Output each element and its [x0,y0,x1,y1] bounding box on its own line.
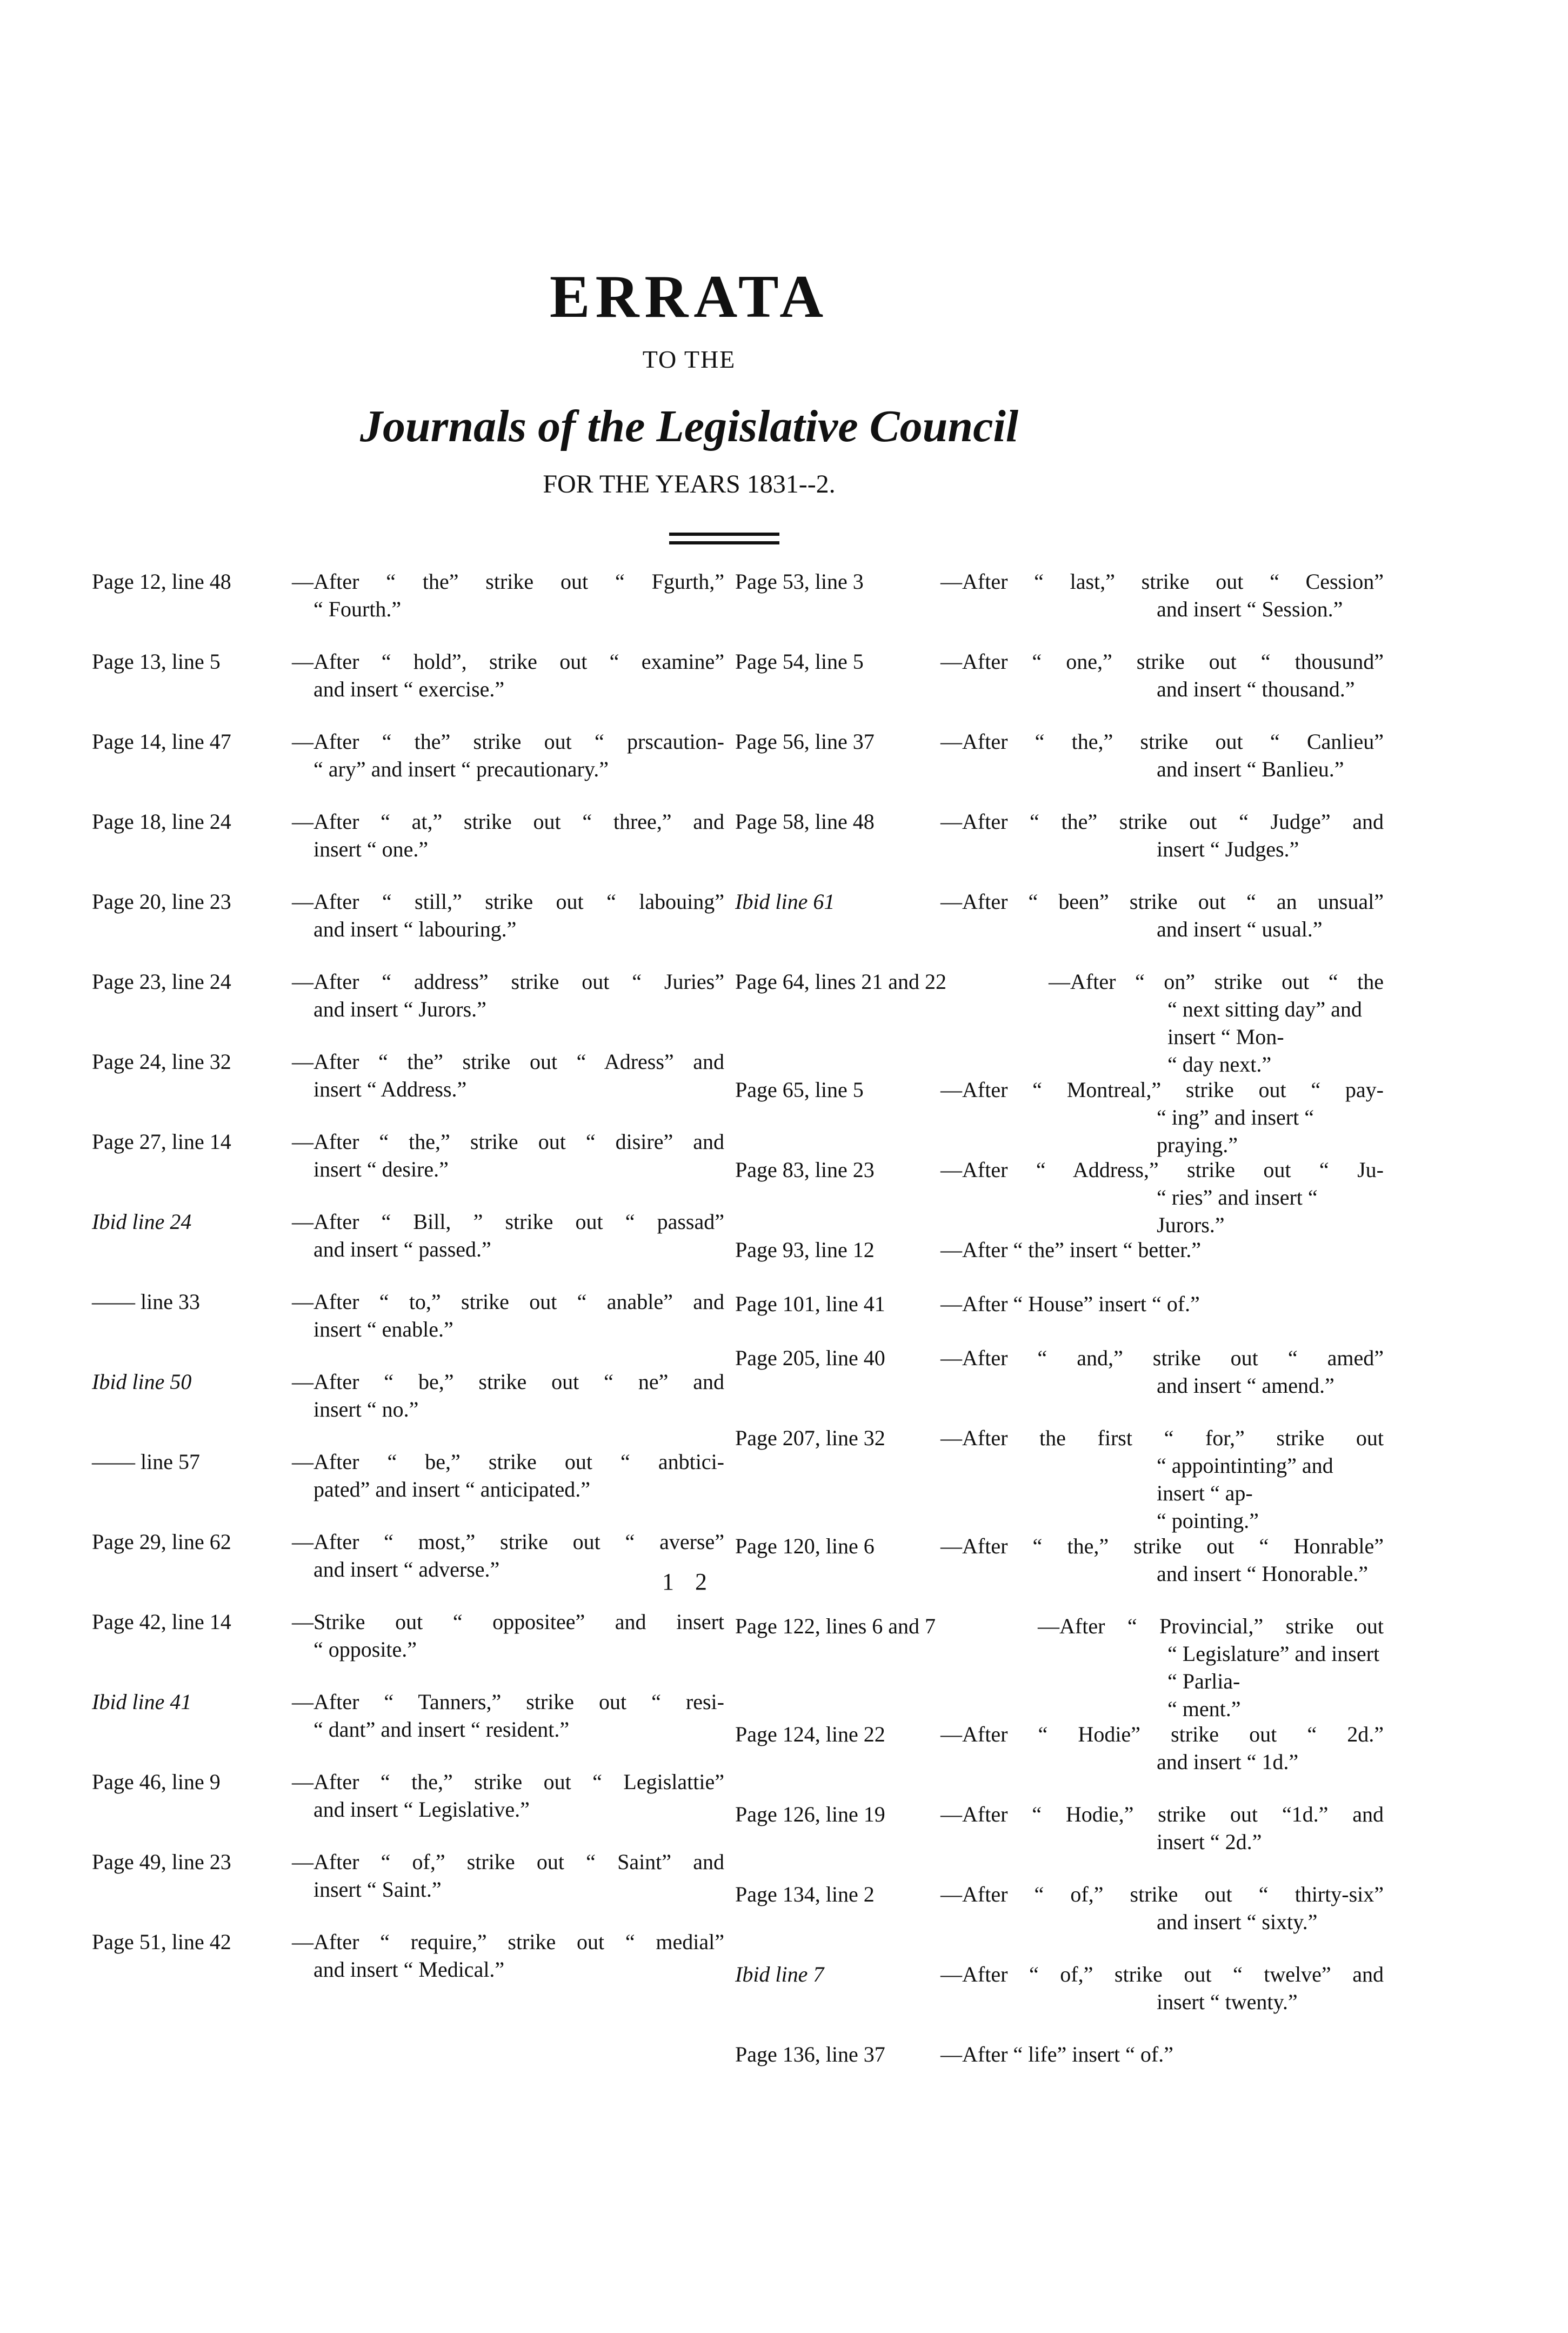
page-number: 1 2 [662,1568,715,1595]
entry-line: and insert “ labouring.” [313,917,517,941]
entry-line: and insert “ Banlieu.” [1157,757,1344,781]
entry-line: “ ries” and insert “ Jurors.” [1157,1185,1318,1237]
entry-line: “ pointing.” [1157,1508,1259,1533]
entry-reference: Page 136, line 37 [735,2042,885,2066]
entry-reference: Page 58, line 48 [735,809,875,834]
errata-entry [735,728,1384,783]
errata-entry [92,888,724,943]
entry-line: insert “ Judges.” [1157,837,1299,861]
entry-line: —After “ last,” strike out “ Cession” [940,569,1384,594]
entry-reference: Page 20, line 23 [92,889,231,914]
errata-entry [92,1928,724,1983]
entry-reference: Page 29, line 62 [92,1530,231,1554]
errata-entry [92,568,724,623]
entry-line: —After “ Address,” strike out “ Ju- [940,1158,1384,1182]
errata-entry [735,1236,1384,1264]
entry-line: “ next sitting day” and insert “ Mon- [1167,997,1362,1049]
entry-line: —After “ life” insert “ of.” [940,2042,1173,2066]
entry-line: “ appointinting” and insert “ ap- [1157,1453,1333,1505]
entry-line: —After “ the” strike out “ Fgurth,” [292,569,724,594]
entry-reference: Page 14, line 47 [92,729,231,754]
entry-line: —After “ Hodie,” strike out “1d.” and [940,1802,1384,1826]
entry-line: “ ary” and insert “ precautionary.” [313,757,609,781]
entry-line: —After “ the,” strike out “ Legislattie” [292,1770,724,1794]
entry-line: —After “ be,” strike out “ anbtici- [292,1450,724,1474]
entry-reference: Page 126, line 19 [735,1802,885,1826]
errata-entry [735,888,1384,943]
entry-reference: Page 12, line 48 [92,569,231,594]
entry-reference: Page 205, line 40 [735,1346,885,1370]
entry-line: insert “ Address.” [313,1077,467,1101]
entry-line: —After “ Montreal,” strike out “ pay- [940,1078,1384,1102]
entry-line: and insert “ usual.” [1157,917,1323,941]
entry-reference: Ibid line 61 [735,889,835,914]
errata-entry [735,1960,1384,2016]
entry-line: and insert “ amend.” [1157,1373,1335,1398]
errata-entry [735,1344,1384,1399]
entry-line: —After “ most,” strike out “ averse” [292,1530,724,1554]
entry-line: —After the first “ for,” strike out [940,1426,1384,1450]
errata-entry [735,1800,1384,1856]
entry-line: —After “ at,” strike out “ three,” and [292,809,724,834]
errata-entry [92,1688,724,1743]
entry-reference: Page 24, line 32 [92,1049,231,1074]
entry-line: —After “ one,” strike out “ thousund” [940,649,1384,674]
entry-reference: Page 56, line 37 [735,729,875,754]
errata-entry [735,1612,1384,1723]
entry-reference: Page 93, line 12 [735,1238,875,1262]
entry-reference: Page 64, lines 21 and 22 [735,969,947,994]
entry-line: —After “ been” strike out “ an unsual” [940,889,1384,914]
entry-line: and insert “ Honorable.” [1157,1561,1368,1586]
errata-entry [735,648,1384,703]
errata-entry [92,1128,724,1183]
errata-entry [92,1288,724,1343]
entry-line: —After “ the” insert “ better.” [940,1238,1201,1262]
errata-entry [735,1076,1384,1159]
entry-reference: Ibid line 50 [92,1370,192,1394]
errata-entry [92,1528,724,1583]
entry-reference: Ibid line 7 [735,1962,824,1986]
errata-entry [92,1208,724,1263]
double-rule-divider [669,533,779,544]
entry-reference: Page 65, line 5 [735,1078,864,1102]
errata-entry [92,648,724,703]
years-line: FOR THE YEARS 1831--2. [543,470,836,498]
entry-line: insert “ Saint.” [313,1877,442,1902]
errata-entry [735,568,1384,623]
errata-entry [735,1880,1384,1936]
errata-entry [92,1848,724,1903]
entry-reference: Page 49, line 23 [92,1850,231,1874]
entry-line: —Strike out “ oppositee” and insert [292,1610,724,1634]
entry-line: —After “ require,” strike out “ medial” [292,1930,724,1954]
entry-line: —After “ Hodie” strike out “ 2d.” [940,1722,1384,1746]
entry-reference: Page 120, line 6 [735,1534,875,1558]
entry-line: —After “ the” strike out “ prscaution- [292,729,724,754]
entry-line: and insert “ Legislative.” [313,1797,530,1822]
entry-line: —After “ address” strike out “ Juries” [292,969,724,994]
entry-line: insert “ twenty.” [1157,1990,1298,2014]
entry-reference: Ibid line 24 [92,1209,192,1234]
errata-entry [92,728,724,783]
errata-entry [92,1608,724,1663]
entry-line: —After “ and,” strike out “ amed” [940,1346,1384,1370]
entry-line: “ Legislature” and insert “ Parlia- [1167,1641,1380,1693]
entry-line: and insert “ exercise.” [313,677,505,701]
errata-entry [92,1048,724,1103]
entry-line: —After “ the,” strike out “ disire” and [292,1129,724,1154]
entry-reference: Page 122, lines 6 and 7 [735,1614,936,1638]
entry-line: and insert “ Jurors.” [313,997,486,1021]
errata-entry [92,808,724,863]
entry-line: insert “ enable.” [313,1317,453,1341]
entry-line: and insert “ 1d.” [1157,1750,1299,1774]
entry-line: insert “ desire.” [313,1157,449,1181]
entry-line: —After “ of,” strike out “ Saint” and [292,1850,724,1874]
subtitle-to-the: TO THE [642,345,736,373]
entry-reference: Page 46, line 9 [92,1770,221,1794]
entry-line: —After “ of,” strike out “ twelve” and [940,1962,1384,1986]
errata-entry [735,2040,1384,2068]
entry-reference: Ibid line 41 [92,1690,192,1714]
errata-entry [735,808,1384,863]
errata-entry [92,1448,724,1503]
entry-reference: Page 134, line 2 [735,1882,875,1906]
entry-line: insert “ one.” [313,837,429,861]
entry-line: insert “ no.” [313,1397,419,1421]
journal-title: Journals of the Legislative Council [359,401,1019,451]
entry-line: and insert “ Medical.” [313,1957,505,1982]
entry-line: “ Fourth.” [313,597,402,621]
errata-entry [92,1368,724,1423]
entry-reference: Page 83, line 23 [735,1158,875,1182]
entry-reference: Page 23, line 24 [92,969,231,994]
entry-line: “ ing” and insert “ praying.” [1157,1105,1314,1157]
errata-entry [735,1720,1384,1776]
entry-line: and insert “ thousand.” [1157,677,1355,701]
entry-line: “ dant” and insert “ resident.” [313,1717,570,1742]
entry-line: and insert “ passed.” [313,1237,491,1261]
entry-line: —After “ Tanners,” strike out “ resi- [292,1690,724,1714]
entry-line: —After “ of,” strike out “ thirty-six” [940,1882,1384,1906]
entry-line: —After “ be,” strike out “ ne” and [292,1370,724,1394]
errata-entry [735,1424,1384,1534]
entry-reference: Page 13, line 5 [92,649,221,674]
entry-reference: Page 207, line 32 [735,1426,885,1450]
entry-reference: Page 42, line 14 [92,1610,231,1634]
entry-line: —After “ Provincial,” strike out [1038,1614,1384,1638]
entry-reference: Page 101, line 41 [735,1292,885,1316]
errata-entry [92,968,724,1023]
entry-reference: Page 54, line 5 [735,649,864,674]
page-title: ERRATA [549,263,829,330]
entry-line: —After “ the” strike out “ Judge” and [940,809,1384,834]
entry-reference: —— line 57 [92,1450,200,1474]
errata-entry [735,968,1384,1078]
entry-line: insert “ 2d.” [1157,1830,1262,1854]
entry-reference: —— line 33 [92,1290,200,1314]
errata-entry [735,1532,1384,1587]
entry-reference: Page 53, line 3 [735,569,864,594]
entry-reference: Page 51, line 42 [92,1930,231,1954]
entry-line: and insert “ sixty.” [1157,1910,1318,1934]
entry-line: “ day next.” [1167,1052,1272,1076]
entry-line: —After “ hold”, strike out “ examine” [292,649,724,674]
errata-entry [735,1290,1384,1318]
entry-line: —After “ still,” strike out “ labouing” [292,889,724,914]
entry-line: —After “ House” insert “ of.” [940,1292,1200,1316]
entry-reference: Page 27, line 14 [92,1129,231,1154]
entry-line: —After “ to,” strike out “ anable” and [292,1290,724,1314]
entry-line: —After “ on” strike out “ the [1049,969,1384,994]
entry-line: —After “ Bill, ” strike out “ passad” [292,1209,724,1234]
entry-line: “ opposite.” [313,1637,417,1661]
entry-reference: Page 18, line 24 [92,809,231,834]
entry-reference: Page 124, line 22 [735,1722,885,1746]
errata-entry [735,1156,1384,1239]
entry-line: “ ment.” [1167,1697,1241,1721]
errata-entry [92,1768,724,1823]
entry-line: and insert “ adverse.” [313,1557,500,1581]
entry-line: —After “ the” strike out “ Adress” and [292,1049,724,1074]
entry-line: pated” and insert “ anticipated.” [313,1477,590,1501]
entry-line: —After “ the,” strike out “ Honrable” [940,1534,1384,1558]
entry-line: and insert “ Session.” [1157,597,1343,621]
entry-line: —After “ the,” strike out “ Canlieu” [940,729,1384,754]
